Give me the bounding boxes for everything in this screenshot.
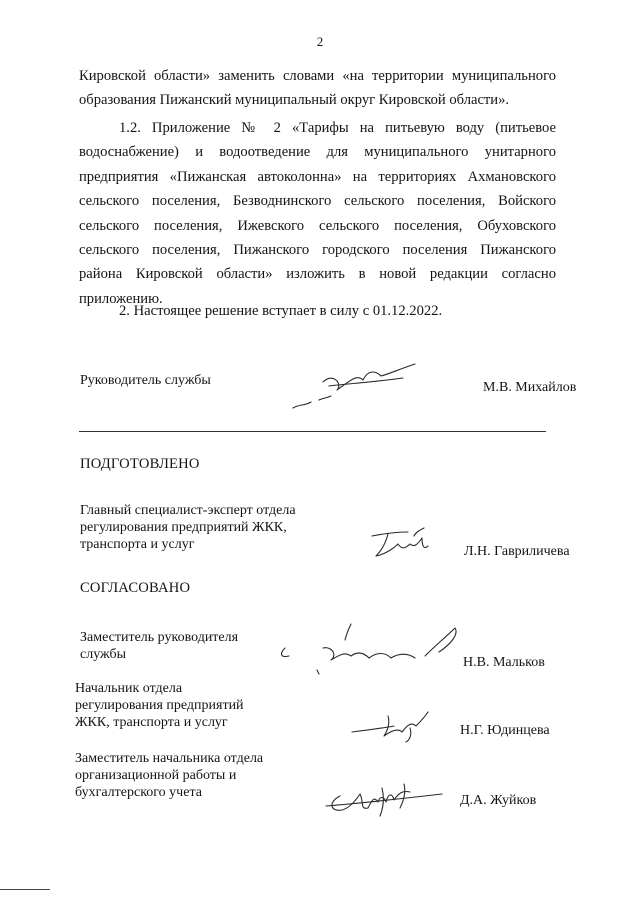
signer-2-signature	[350, 708, 440, 744]
paragraph-effective-date: 2. Настоящее решение вступает в силу с 01.12.2022.	[119, 303, 443, 319]
footnote-rule	[0, 889, 50, 890]
agreed-signer-role: Начальник отдела регулирования предприятий ЖКК, транспорта и услуг	[75, 681, 244, 730]
head-role: Руководитель службы	[80, 373, 211, 388]
paragraph-appendix-change: 1.2. Приложение № 2 «Тарифы на питьевую воду (питьевое водоснабжение) и водоотведение для муниципального унитарного предприятия «Пижанская автоколонна» на территориях Ахмановского сельского поселения, Безводнинского сельского поселения, Войского сельского поселения, Ижевского сельского поселения, Обуховского сельского поселения, Пижанского городского поселения Пижанского района Кировской области» изложить в новой редакции согласно приложению.	[79, 120, 556, 307]
agreed-signer-name: Д.А. Жуйков	[460, 793, 537, 808]
prepared-role: Главный специалист-эксперт отдела регулирования предприятий ЖКК, транспорта и услуг	[80, 503, 296, 552]
prepared-heading: ПОДГОТОВЛЕНО	[80, 456, 200, 472]
signature-separator	[79, 431, 546, 432]
prepared-name: Л.Н. Гавриличева	[464, 544, 570, 559]
paragraph-amendment-end: Кировской области» заменить словами «на территории муниципального образования Пижанский муниципальный округ Кировской области».	[79, 68, 556, 109]
agreed-heading: СОГЛАСОВАНО	[80, 580, 191, 596]
head-signature	[285, 360, 425, 420]
agreed-signer-name: Н.Г. Юдинцева	[460, 723, 550, 738]
signer-1-signature	[275, 618, 465, 678]
head-name: М.В. Михайлов	[483, 380, 577, 395]
signer-3-signature	[320, 778, 450, 822]
prepared-signature	[368, 526, 438, 562]
agreed-signer-role: Заместитель руководителя службы	[80, 630, 239, 662]
agreed-signer-role: Заместитель начальника отдела организационной работы и бухгалтерского учета	[75, 751, 264, 800]
agreed-signer-name: Н.В. Мальков	[463, 655, 545, 670]
page-number: 2	[316, 34, 324, 49]
